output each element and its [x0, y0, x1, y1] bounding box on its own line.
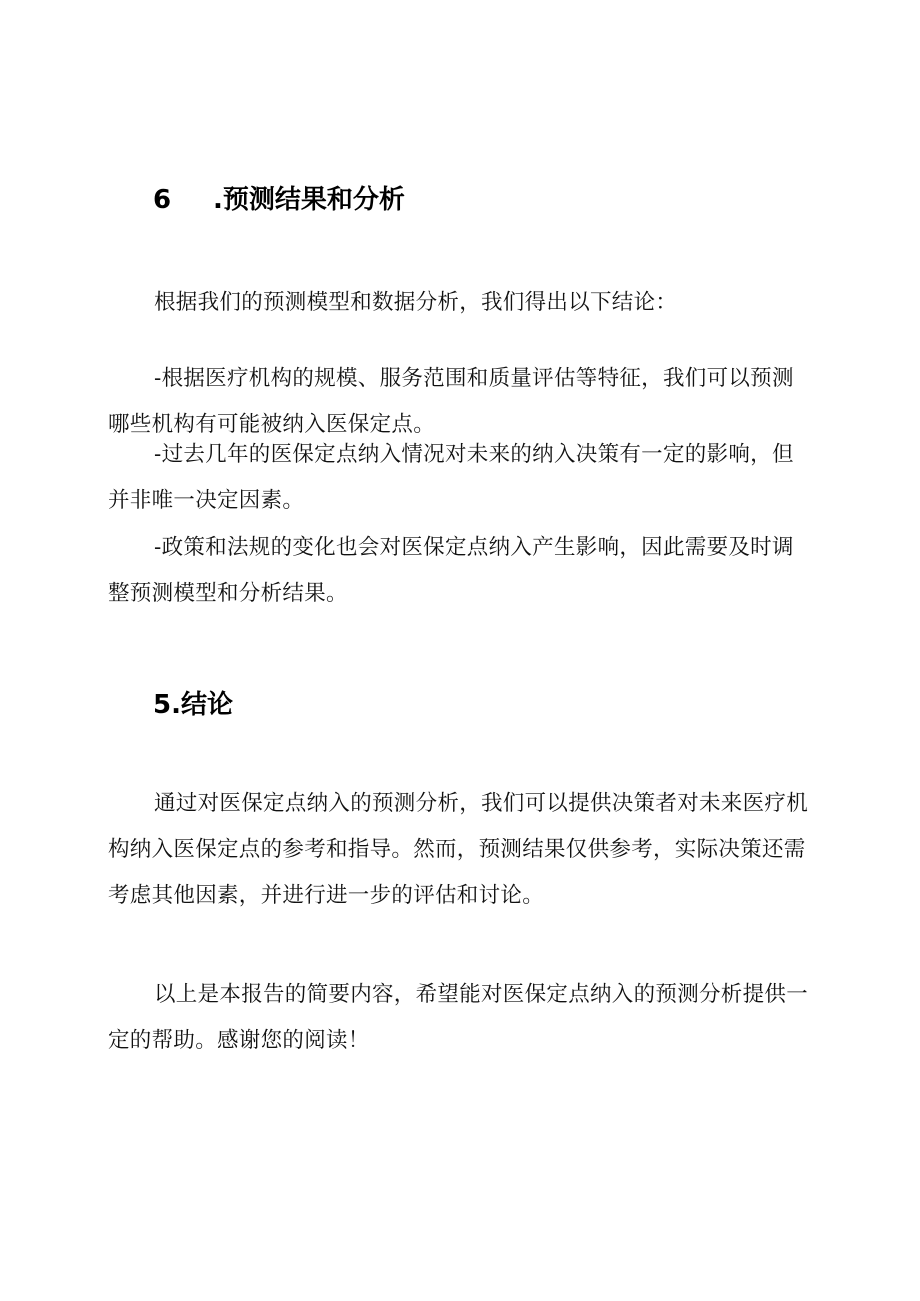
- closing-paragraph: 以上是本报告的简要内容，希望能对医保定点纳入的预测分析提供一定的帮助。感谢您的阅读！: [108, 982, 809, 1053]
- section-6-number: 6: [153, 185, 172, 215]
- conclusion-paragraph: 通过对医保定点纳入的预测分析，我们可以提供决策者对未来医疗机构纳入医保定点的参考和指导。然而，预测结果仅供参考，实际决策还需考虑其他因素，并进行进一步的评估和讨论。: [108, 791, 809, 908]
- bullet-item-1: -根据医疗机构的规模、服务范围和质量评估等特征，我们可以预测哪些机构有可能被纳入医保定点。: [108, 366, 794, 437]
- section-6-heading: [153, 185, 405, 215]
- section-6-intro: 根据我们的预测模型和数据分析，我们得出以下结论：: [154, 290, 678, 315]
- bullet-item-2: -过去几年的医保定点纳入情况对未来的纳入决策有一定的影响，但并非唯一决定因素。: [108, 442, 794, 513]
- section-5-title: 5.结论: [153, 690, 233, 720]
- bullet-item-3: -政策和法规的变化也会对医保定点纳入产生影响，因此需要及时调整预测模型和分析结果。: [108, 535, 794, 606]
- section-6-title: .预测结果和分析: [213, 185, 405, 215]
- section-5-heading: [153, 690, 233, 720]
